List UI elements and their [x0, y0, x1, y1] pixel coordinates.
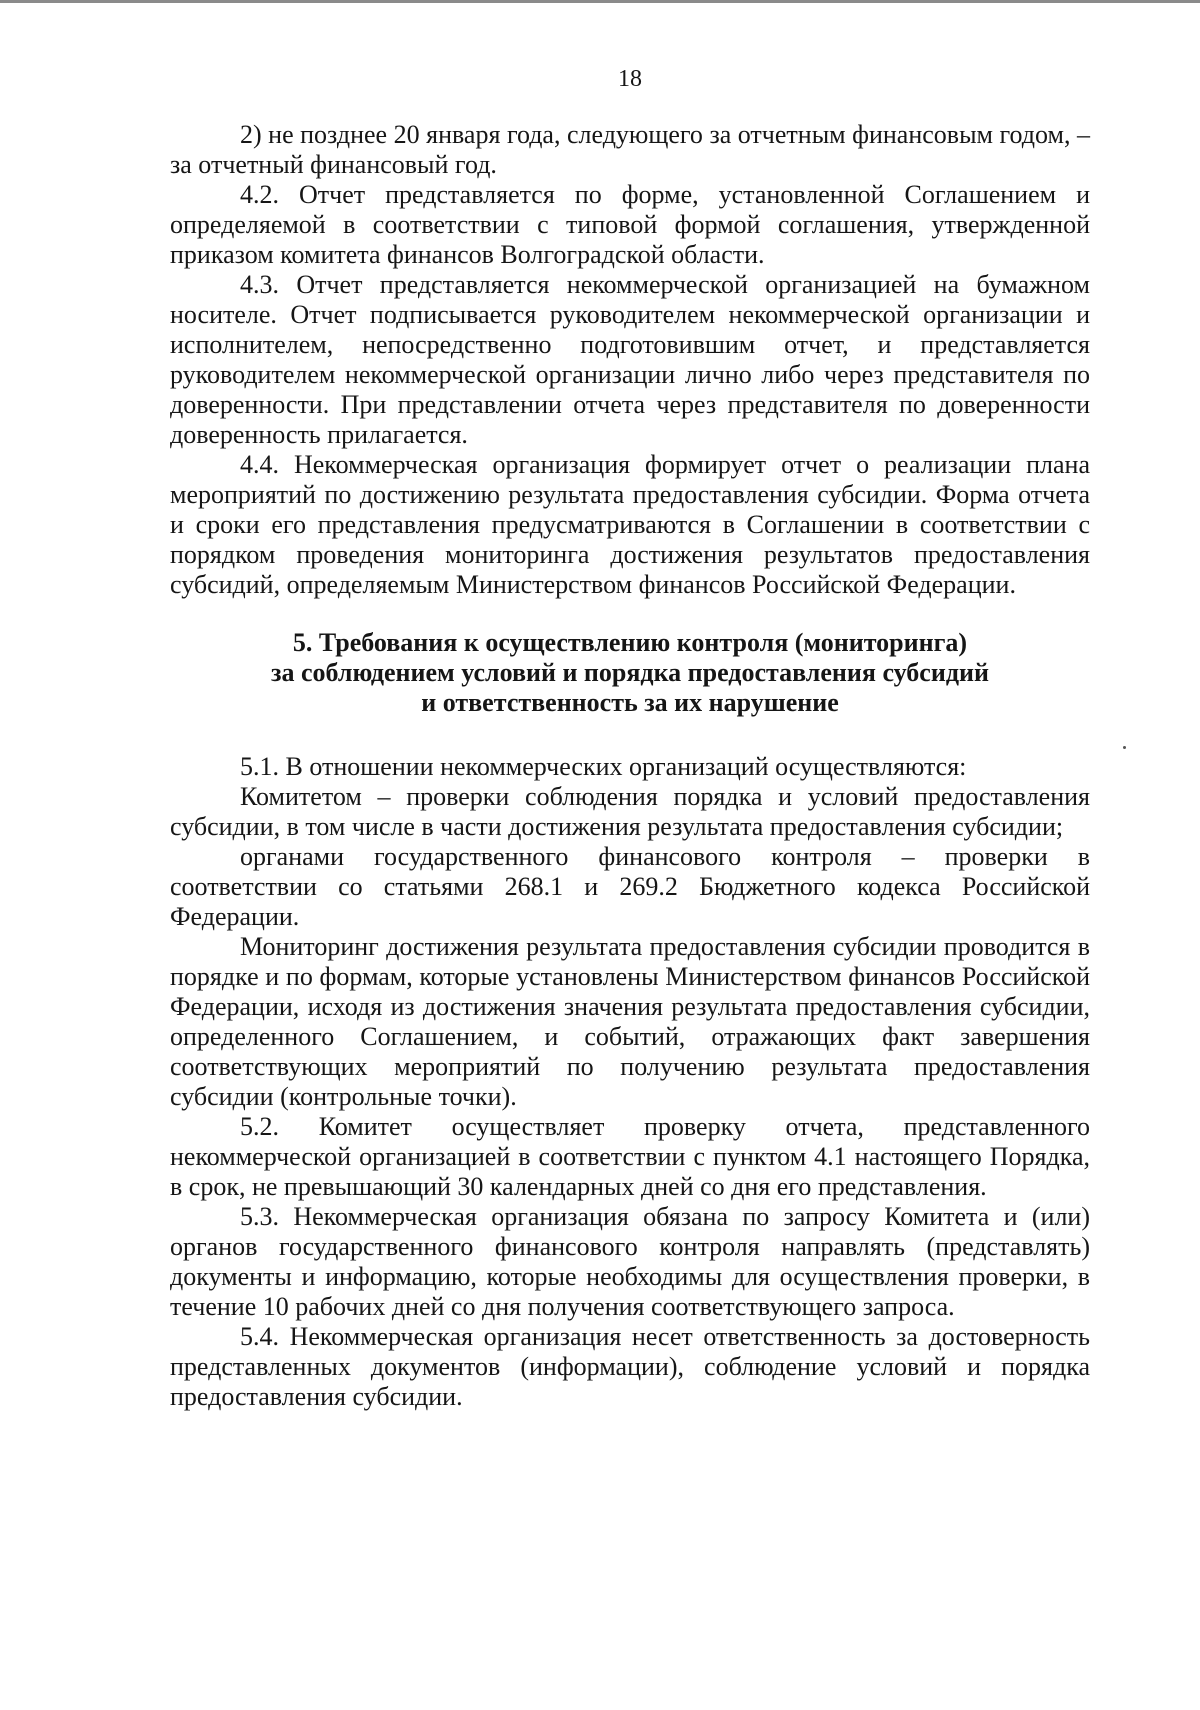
section-5-heading — [170, 628, 1090, 718]
paragraph-4-3: 4.3. Отчет представляется некоммерческой организацией на бумажном носителе. Отчет подписывается руководителем некоммерческой организации и исполнителем, непосредственно подготовившим отчет, и представляется руководителем некоммерческой организации лично либо через представителя по доверенности. При представлении отчета через представителя по доверенности доверенность прилагается. — [170, 270, 1090, 449]
paragraph-5-2: 5.2. Комитет осуществляет проверку отчета, представленного некоммерческой организацией в соответствии с пунктом 4.1 настоящего Порядка, в срок, не превышающий 30 календарных дней со дня его представления. — [170, 1112, 1090, 1201]
page-number: 18 — [618, 66, 642, 92]
spacer — [170, 600, 1090, 628]
paragraph-4-1-item-2: 2) не позднее 20 января года, следующего за отчетным финансовым годом, – за отчетный финансовый год. — [170, 120, 1090, 179]
section-heading-line: 5. Требования к осуществлению контроля (мониторинга) — [292, 628, 968, 657]
scan-speck — [1123, 746, 1126, 749]
paragraph-4-4: 4.4. Некоммерческая организация формирует отчет о реализации плана мероприятий по достижению результата предоставления субсидии. Форма отчета и сроки его представления предусматриваются в Соглашении в соответствии с порядком проведения мониторинга достижения результатов предоставления субсидий, определяемым Министерством финансов Российской Федерации. — [170, 450, 1090, 599]
paragraph-5-3: 5.3. Некоммерческая организация обязана по запросу Комитета и (или) органов государственного финансового контроля направлять (представлять) документы и информацию, которые необходимы для осуществления проверки, в течение 10 рабочих дней со дня получения соответствующего запроса. — [170, 1202, 1090, 1321]
paragraph-5-1: 5.1. В отношении некоммерческих организаций осуществляются: — [240, 752, 967, 781]
spacer — [170, 718, 1090, 752]
paragraph-4-2: 4.2. Отчет представляется по форме, установленной Соглашением и определяемой в соответствии с типовой формой соглашения, утвержденной приказом комитета финансов Волгоградской области. — [170, 180, 1090, 269]
section-heading-line: и ответственность за их нарушение — [421, 688, 839, 717]
paragraph-5-4: 5.4. Некоммерческая организация несет ответственность за достоверность представленных документов (информации), соблюдение условий и порядка предоставления субсидии. — [170, 1322, 1090, 1411]
paragraph-5-1-monitoring: Мониторинг достижения результата предоставления субсидии проводится в порядке и по формам, которые установлены Министерством финансов Российской Федерации, исходя из достижения значения результата предоставления субсидии, определенного Соглашением, и событий, отражающих факт завершения соответствующих мероприятий по получению результата предоставления субсидии (контрольные точки). — [170, 932, 1090, 1111]
paragraph-5-1-control-bodies: органами государственного финансового контроля – проверки в соответствии со статьями 268.1 и 269.2 Бюджетного кодекса Российской Федерации. — [170, 842, 1090, 931]
scan-top-border — [0, 0, 1200, 3]
paragraph-5-1-committee: Комитетом – проверки соблюдения порядка и условий предоставления субсидии, в том числе в части достижения результата предоставления субсидии; — [170, 782, 1090, 841]
document-body — [170, 120, 1090, 1412]
section-heading-line: за соблюдением условий и порядка предоставления субсидий — [271, 658, 989, 687]
